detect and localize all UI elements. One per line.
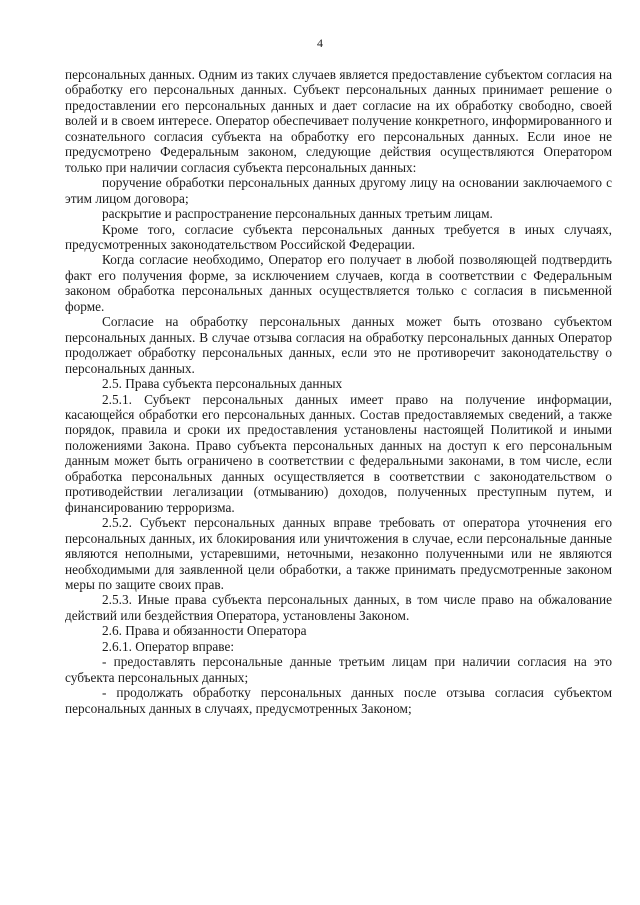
- list-item-provide-data: - предоставлять персональные данные третьим лицам при наличии согласия на это субъекта персональных данных;: [65, 654, 612, 685]
- paragraph-consent-other-cases: Кроме того, согласие субъекта персональных данных требуется в иных случаях, предусмотренных законодательством Российской Федерации.: [65, 221, 612, 252]
- paragraph-consent-withdrawal: Согласие на обработку персональных данных может быть отозвано субъектом персональных данных. В случае отзыва согласия на обработку персональных данных Оператор продолжает обработку персональных данных, если это не противоречит законодательству о персональных данных.: [65, 314, 612, 376]
- section-heading-2-6: 2.6. Права и обязанности Оператора: [102, 623, 307, 639]
- section-heading-2-5: 2.5. Права субъекта персональных данных: [102, 376, 343, 392]
- page-number: 4: [317, 36, 323, 50]
- paragraph-2-5-3: 2.5.3. Иные права субъекта персональных данных, в том числе право на обжалование действий или бездействия Оператора, установлены Законом.: [65, 592, 612, 623]
- list-item-continue-processing: - продолжать обработку персональных данных после отзыва согласия субъектом персональных данных в случаях, предусмотренных Законом;: [65, 685, 612, 716]
- paragraph-2-6-1: 2.6.1. Оператор вправе:: [102, 638, 235, 654]
- paragraph-2-5-2: 2.5.2. Субъект персональных данных вправе требовать от оператора уточнения его персональных данных, их блокирования или уничтожения в случае, если персональные данные являются неполными, устаревшими, неточными, незаконно полученными или не являются необходимыми для заявленной цели обработки, а также принимать предусмотренные законом меры по защите своих прав.: [65, 515, 612, 592]
- document-body: [65, 67, 612, 716]
- paragraph-consent-intro: персональных данных. Одним из таких случаев является предоставление субъектом согласия на обработку его персональных данных. Субъект персональных данных принимает решение о предоставлении его персональных данных и дает согласие на их обработку свободно, своей волей и в своем интересе. Оператор обеспечивает получение конкретного, информированного и сознательного согласия субъекта на обработку его персональных данных. Если иное не предусмотрено Федеральным законом, следующие действия осуществляются Оператором только при наличии согласия субъекта персональных данных:: [65, 67, 612, 175]
- paragraph-2-5-1: 2.5.1. Субъект персональных данных имеет право на получение информации, касающейся обработки его персональных данных. Состав предоставляемых сведений, а также порядок, правила и сроки их предоставления установлены настоящей Политикой и иными положениями Закона. Право субъекта персональных данных на доступ к его персональным данным может быть ограничено в соответствии с федеральными законами, в том числе, если обработка персональных данных осуществляется в соответствии с законодательством о противодействии легализации (отмыванию) доходов, полученных преступным путем, и финансированию терроризма.: [65, 391, 612, 515]
- paragraph-consent-form: Когда согласие необходимо, Оператор его получает в любой позволяющей подтвердить факт его получения форме, за исключением случаев, когда в соответствии с Федеральным законом обработка персональных данных осуществляется только с согласия в письменной форме.: [65, 252, 612, 314]
- paragraph-consent-item-disclosure: раскрытие и распространение персональных данных третьим лицам.: [102, 206, 493, 222]
- paragraph-consent-item-assignment: поручение обработки персональных данных другому лицу на основании заключаемого с этим лицом договора;: [65, 175, 612, 206]
